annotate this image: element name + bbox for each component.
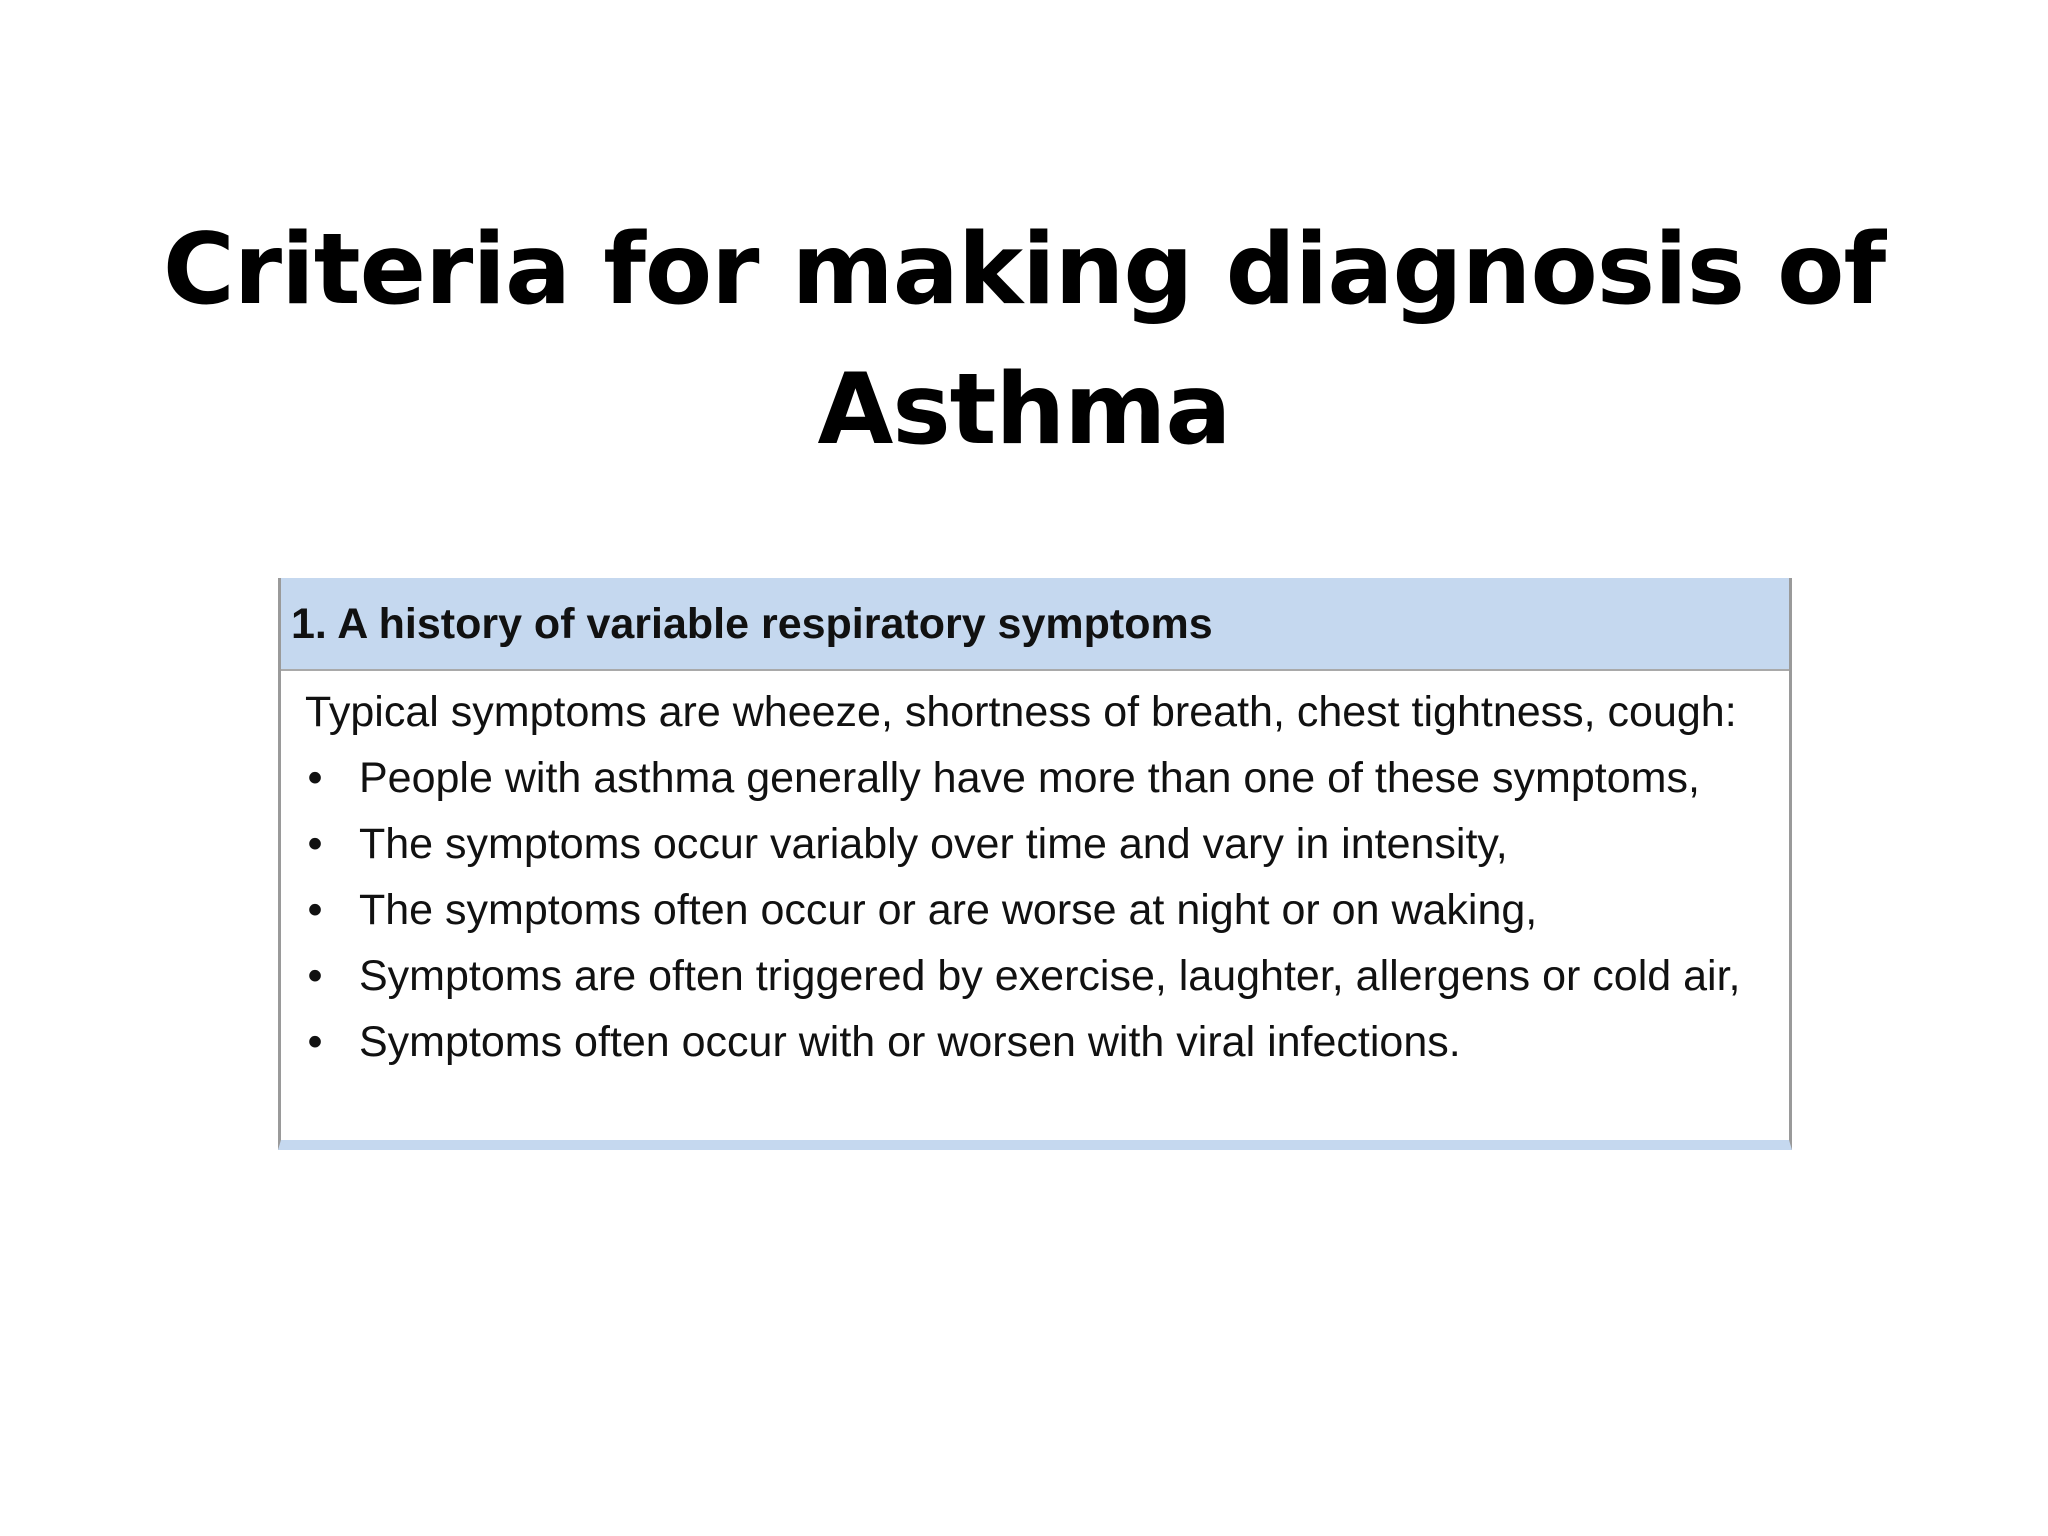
bullet-icon: • <box>307 952 323 1000</box>
list-item-text: The symptoms often occur or are worse at night or on waking, <box>359 886 1538 934</box>
bullet-icon: • <box>307 886 323 934</box>
criteria-intro: Typical symptoms are wheeze, shortness of breath, chest tightness, cough: <box>305 688 1737 736</box>
symptom-list <box>305 745 1789 1075</box>
list-item <box>305 943 1789 1009</box>
list-item <box>305 745 1789 811</box>
slide-title-line-2: Asthma <box>817 353 1231 467</box>
list-item-text: Symptoms are often triggered by exercise, laughter, allergens or cold air, <box>359 952 1741 1000</box>
slide-title-line-1: Criteria for making diagnosis of <box>162 213 1886 327</box>
list-item <box>305 811 1789 877</box>
bullet-icon: • <box>307 754 323 802</box>
bullet-icon: • <box>307 820 323 868</box>
list-item-text: Symptoms often occur with or worsen with viral infections. <box>359 1018 1461 1066</box>
criteria-box <box>278 578 1792 1150</box>
slide-title <box>0 200 2048 480</box>
list-item-text: The symptoms occur variably over time and vary in intensity, <box>359 820 1508 868</box>
criteria-header: 1. A history of variable respiratory symptoms <box>281 578 1789 671</box>
bullet-icon: • <box>307 1018 323 1066</box>
criteria-body <box>281 671 1789 1075</box>
list-item <box>305 877 1789 943</box>
list-item <box>305 1009 1789 1075</box>
list-item-text: People with asthma generally have more than one of these symptoms, <box>359 754 1700 802</box>
